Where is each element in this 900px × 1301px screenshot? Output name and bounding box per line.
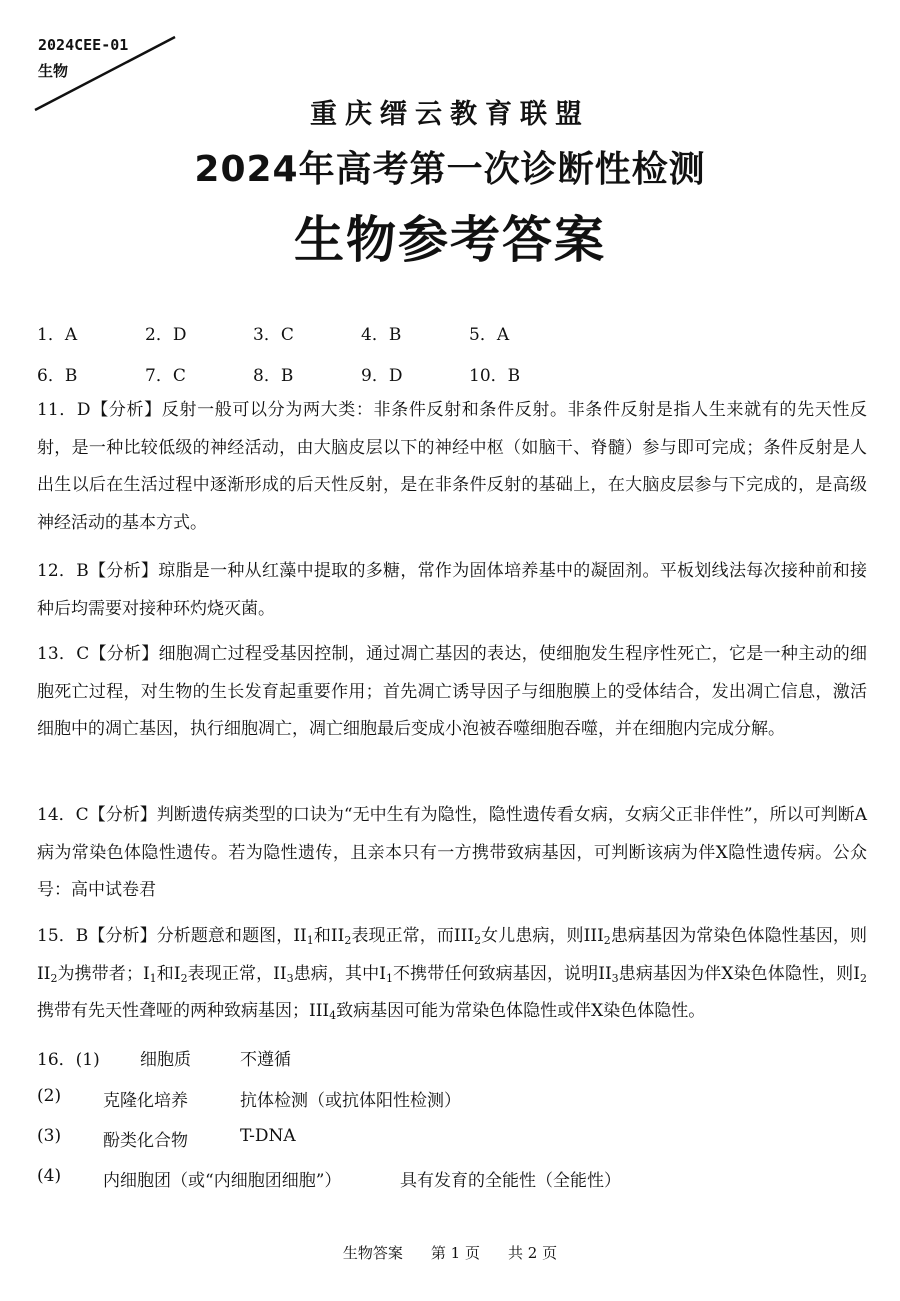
answer-16-part-2 [37,1086,737,1111]
mc-answer: 10．B [469,366,521,386]
part-number: (1) [75,1050,100,1070]
exam-code: 2024CEE-01 [38,36,129,54]
part-answer-a: 克隆化培养 [103,1091,188,1111]
answer-16-part-4 [37,1166,737,1191]
answer-14 [37,797,867,910]
mc-answer: 8．B [253,366,294,386]
part-answer-b: T-DNA [240,1126,296,1146]
answer-13-text: 细胞凋亡过程受基因控制，通过凋亡基因的表达，使细胞发生程序性死亡，它是一种主动的细胞死亡过程，对生物的生长发育起重要作用；首先凋亡诱导因子与细胞膜上的受体结合，发出凋亡信息，激活细胞中的凋亡基因，执行细胞凋亡，凋亡细胞最后变成小泡被吞噬细胞吞噬，并在细胞内完成分解。 [37,644,868,739]
answer-15 [37,918,867,1031]
answer-12 [37,553,867,628]
mc-answer: 7．C [145,366,186,386]
mc-answer: 5．A [469,325,510,345]
answer-16-part-3 [37,1126,737,1151]
mc-answer: 9．D [361,366,403,386]
part-number: (4) [37,1166,62,1186]
part-answer-b: 具有发育的全能性（全能性） [400,1171,621,1191]
answer-14-label: 14．C【分析】 [37,805,157,825]
part-number: (3) [37,1126,62,1146]
answer-16-part-1 [37,1045,291,1070]
page-title: 生物参考答案 [294,211,606,269]
answer-15-text: 分析题意和题图，$II_1$和$II_2$表现正常，而$III_2$女儿患病，则$III_2$患病基因为常染色体隐性基因，则$II_2$为携带者；$I_1$和$I_2$表现正常，$II_3$患病，其中$I_1$不携带任何致病基因，说明$II_3$患病基因为伴X染色体隐性，则$I_2$携带有先天性聋哑的两种致病基因；$III_4$致病基因可能为常染色体隐性或伴X染色体隐性。 [37,926,867,1022]
mc-answer: 2．D [145,325,187,345]
mc-answer: 1．A [37,325,78,345]
answer-11-text: 反射一般可以分为两大类：非条件反射和条件反射。非条件反射是指人生来就有的先天性反射，是一种比较低级的神经活动，由大脑皮层以下的神经中枢（如脑干、脊髓）参与即可完成；条件反射是人出生以后在生活过程中逐渐形成的后天性反射，是在非条件反射的基础上，在大脑皮层参与下完成的，是高级神经活动的基本方式。 [37,400,868,533]
page-footer [0,1242,900,1263]
part-number: (2) [37,1086,62,1106]
answer-11 [37,392,867,542]
mc-answers-row-1 [37,320,577,345]
footer-subject: 生物答案 [342,1244,403,1262]
exam-title: 2024年高考第一次诊断性检测 [194,149,706,190]
answer-13 [37,636,867,749]
answer-15-label: 15．B【分析】 [37,926,157,946]
answer-12-text: 琼脂是一种从红藻中提取的多糖，常作为固体培养基中的凝固剂。平板划线法每次接种前和接种后均需要对接种环灼烧灭菌。 [37,561,868,619]
part-answer-a: 内细胞团（或“内细胞团细胞”） [103,1171,342,1191]
footer-page-number: 第 1 页 [430,1244,480,1262]
answer-14-text: 判断遗传病类型的口诀为“无中生有为隐性，隐性遗传看女病，女病父正非伴性”，所以可判断A病为常染色体隐性遗传。若为隐性遗传，且亲本只有一方携带致病基因，可判断该病为伴X隐性遗传病。公众号：高中试卷君 [37,805,867,900]
answer-11-label: 11．D【分析】 [37,400,162,420]
part-answer-a: 酚类化合物 [103,1131,188,1151]
answer-13-label: 13．C【分析】 [37,644,159,664]
part-answer-a: 细胞质 [140,1050,191,1070]
corner-subject: 生物 [38,62,69,80]
mc-answer: 3．C [253,325,294,345]
org-title: 重庆缙云教育联盟 [310,99,590,130]
footer-total-pages: 共 2 页 [508,1244,558,1262]
mc-answer: 6．B [37,366,78,386]
answer-12-label: 12．B【分析】 [37,561,159,581]
answer-16-label: 16． [37,1050,76,1070]
mc-answers-row-2 [37,361,577,386]
mc-answer: 4．B [361,325,402,345]
part-answer-b: 不遵循 [240,1050,291,1070]
part-answer-b: 抗体检测（或抗体阳性检测） [240,1091,461,1111]
